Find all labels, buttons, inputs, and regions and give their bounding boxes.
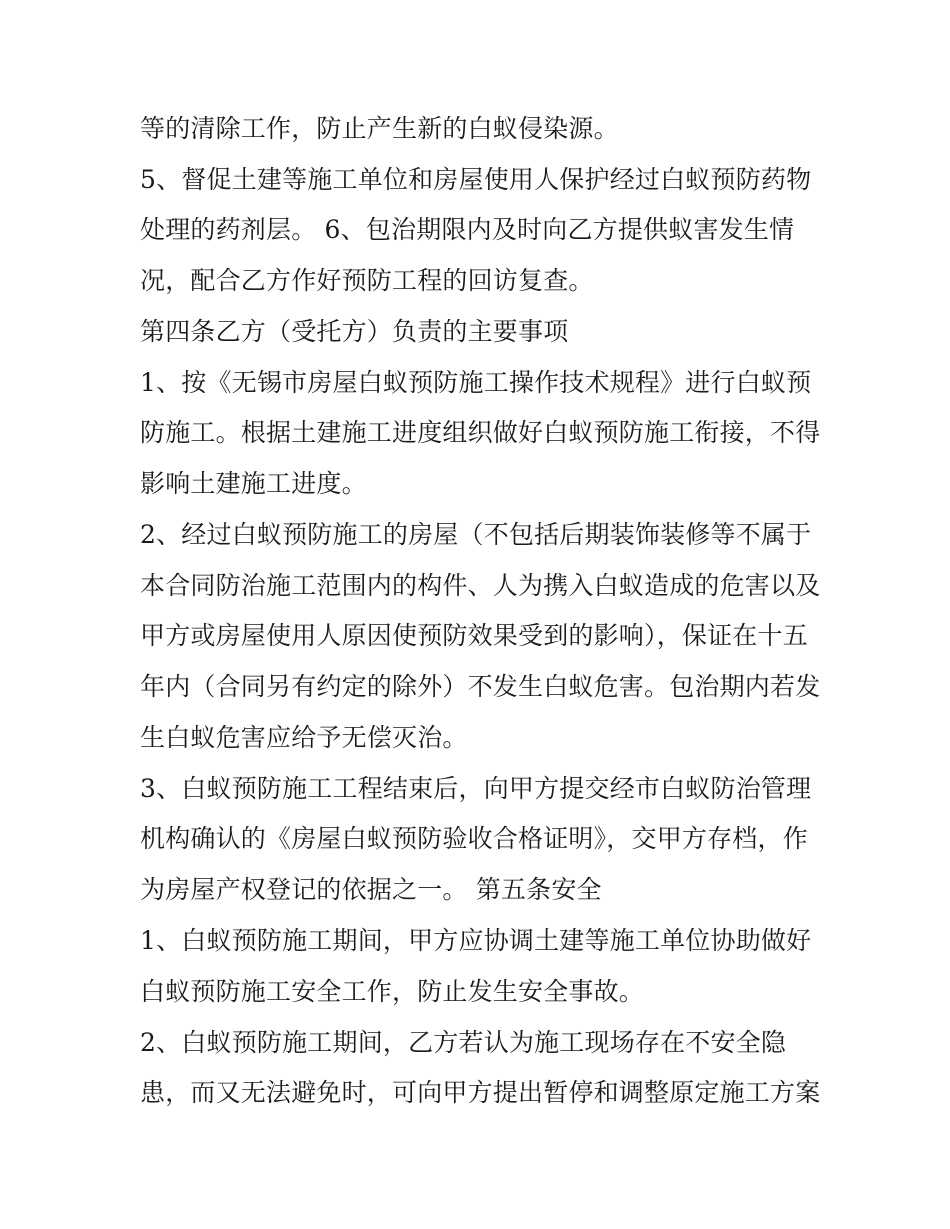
text-line: 1、白蚁预防施工期间，甲方应协调土建等施工单位协助做好: [140, 926, 812, 955]
text-line: 5、督促土建等施工单位和房屋使用人保护经过白蚁预防药物: [140, 165, 812, 194]
text-line: 生白蚁危害应给予无偿灭治。: [140, 723, 468, 752]
text-line: 2、白蚁预防施工期间，乙方若认为施工现场存在不安全隐: [140, 1028, 787, 1057]
text-line: 处理的药剂层。 6、包治期限内及时向乙方提供蚁害发生情: [140, 215, 795, 244]
text-line: 防施工。根据土建施工进度组织做好白蚁预防施工衔接，不得: [140, 418, 821, 447]
text-line: 况，配合乙方作好预防工程的回访复查。: [140, 266, 594, 295]
text-line: 机构确认的《房屋白蚁预防验收合格证明》，交甲方存档，作: [140, 824, 808, 853]
text-line: 影响土建施工进度。: [140, 469, 367, 498]
text-line: 患，而又无法避免时，可向甲方提出暂停和调整原定施工方案: [140, 1078, 821, 1107]
text-line: 1、按《无锡市房屋白蚁预防施工操作技术规程》进行白蚁预: [140, 368, 812, 397]
section-heading: 第四条乙方（受托方）负责的主要事项: [140, 317, 569, 346]
text-line: 为房屋产权登记的依据之一。 第五条安全: [140, 875, 602, 904]
text-line: 白蚁预防施工安全工作，防止发生安全事故。: [140, 977, 645, 1006]
text-line: 3、白蚁预防施工工程结束后，向甲方提交经市白蚁防治管理: [140, 774, 812, 803]
text-line: 2、经过白蚁预防施工的房屋（不包括后期装饰装修等不属于: [140, 520, 812, 549]
text-line: 年内（合同另有约定的除外）不发生白蚁危害。包治期内若发: [140, 672, 821, 701]
text-line: 等的清除工作，防止产生新的白蚁侵染源。: [140, 114, 619, 143]
text-line: 甲方或房屋使用人原因使预防效果受到的影响），保证在十五: [140, 621, 808, 650]
text-line: 本合同防治施工范围内的构件、人为携入白蚁造成的危害以及: [140, 571, 821, 600]
